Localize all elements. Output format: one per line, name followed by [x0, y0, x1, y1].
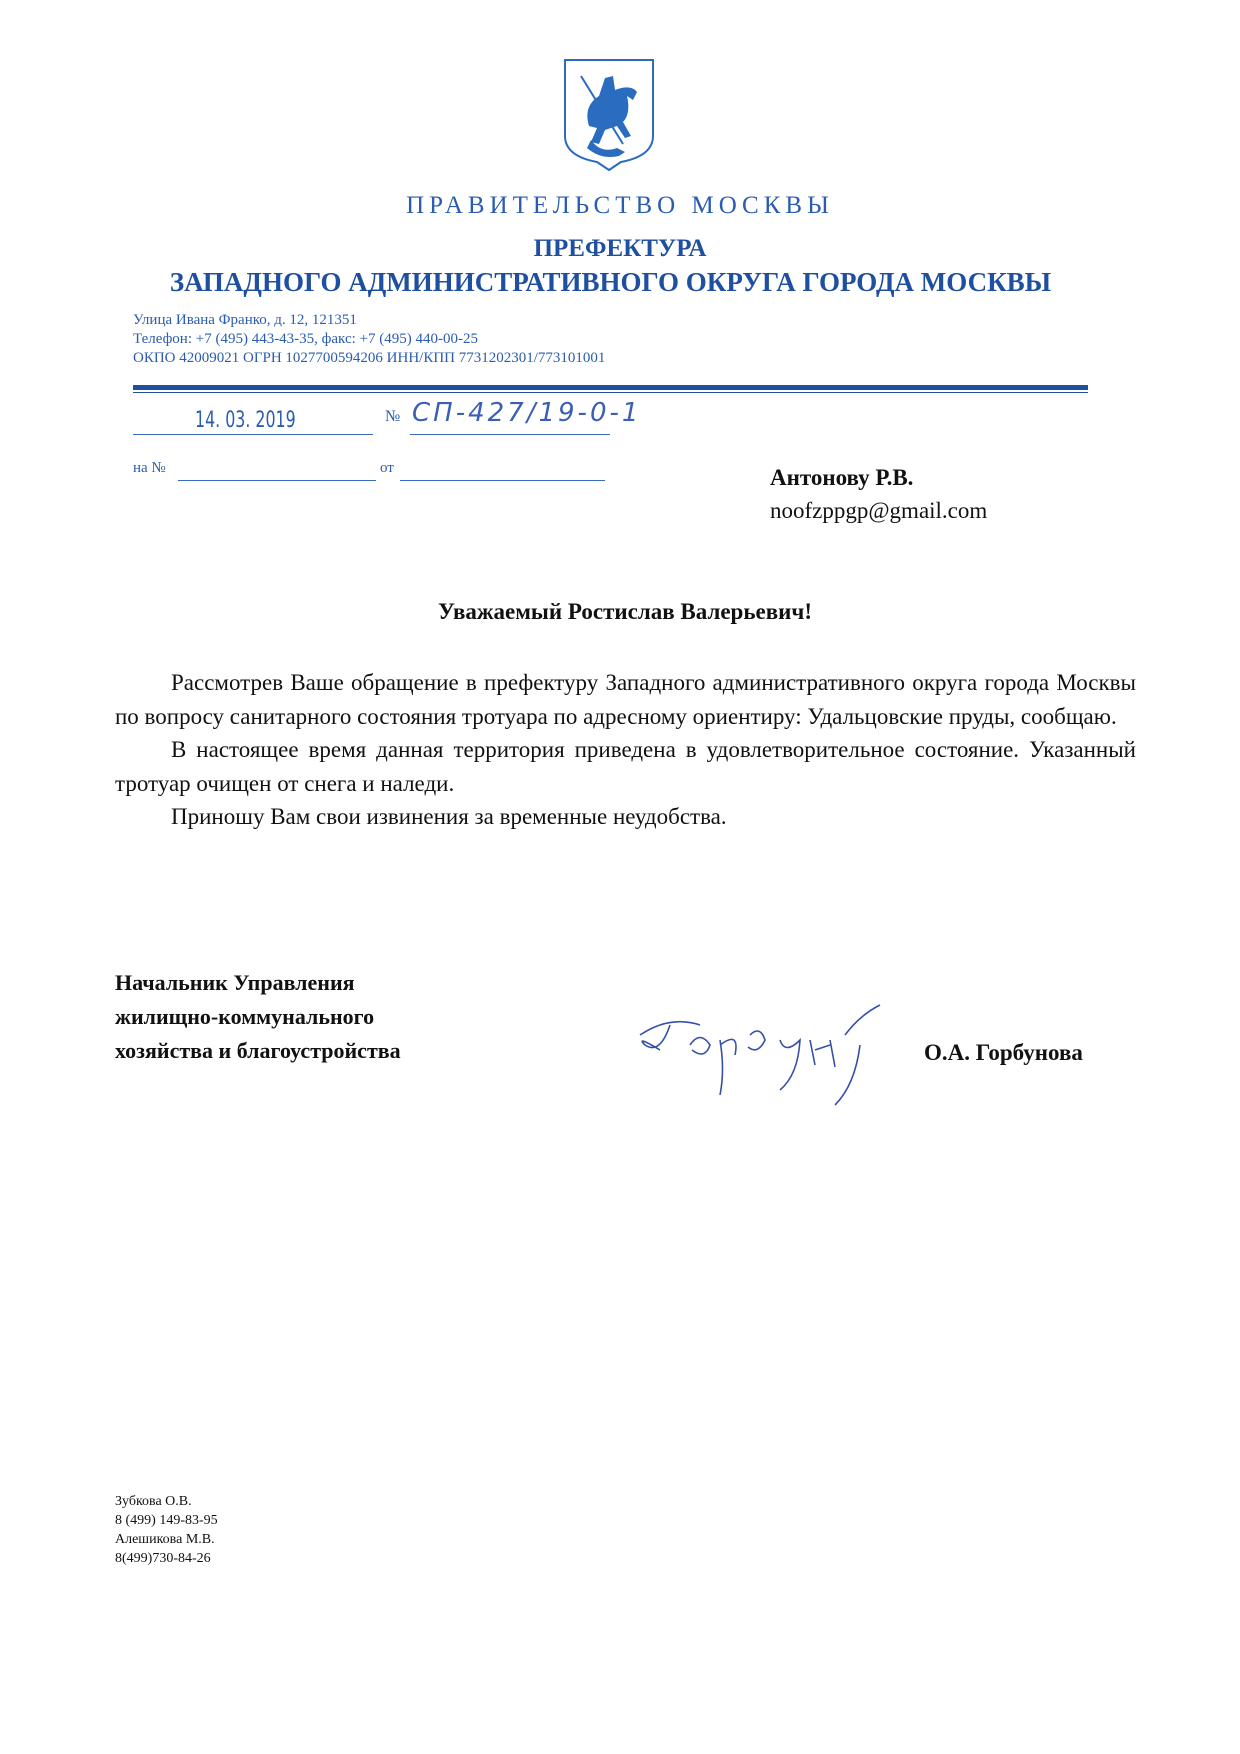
signatory-title-line: хозяйства и благоустройства [115, 1038, 401, 1063]
letter-date: 14. 03. 2019 [195, 408, 296, 433]
contact-phone: 8 (499) 149-83-95 [115, 1513, 218, 1528]
prefecture-title: ПРЕФЕКТУРА [533, 235, 707, 262]
ref-date-underline [400, 480, 605, 481]
recipient-email: noofzppgp@gmail.com [770, 498, 988, 523]
handwritten-signature [630, 995, 890, 1115]
salutation: Уважаемый Ростислав Валерьевич! [437, 599, 813, 624]
org-address: Улица Ивана Франко, д. 12, 121351 [133, 312, 357, 328]
ref-number-label: на № [133, 460, 166, 476]
moscow-coat-of-arms-emblem [561, 56, 657, 172]
contact-phone: 8(499)730-84-26 [115, 1551, 211, 1566]
date-underline [133, 434, 373, 435]
government-title: ПРАВИТЕЛЬСТВО МОСКВЫ [406, 192, 834, 219]
recipient-name: Антонову Р.В. [770, 465, 914, 490]
header-divider-thin [133, 392, 1088, 393]
letter-body [115, 666, 1136, 834]
signatory-title-line: жилищно-коммунального [115, 1004, 375, 1029]
header-divider [133, 385, 1088, 390]
signatory-name: О.А. Горбунова [924, 1040, 1083, 1065]
district-title: ЗАПАДНОГО АДМИНИСТРАТИВНОГО ОКРУГА ГОРОДА МОСКВЫ [169, 267, 1052, 297]
ref-number-underline [178, 480, 376, 481]
org-phone: Телефон: +7 (495) 443-43-35, факс: +7 (495) 440-00-25 [133, 331, 478, 347]
contact-name: Зубкова О.В. [115, 1494, 192, 1509]
body-paragraph: Приношу Вам свои извинения за временные неудобства. [171, 804, 727, 829]
letter-number: СП-427/19-0-1 [412, 398, 642, 428]
signatory-title-line: Начальник Управления [115, 970, 355, 995]
ref-date-label: от [380, 460, 394, 476]
number-label: № [385, 408, 401, 425]
contact-name: Алешикова М.В. [115, 1532, 215, 1547]
org-codes: ОКПО 42009021 ОГРН 1027700594206 ИНН/КПП 7731202301/773101001 [133, 350, 606, 366]
body-paragraph: В настоящее время данная территория приведена в удовлетворительное состояние. Указанный тротуар очищен от снега и наледи. [115, 737, 1136, 796]
number-underline [410, 434, 610, 435]
body-paragraph: Рассмотрев Ваше обращение в префектуру Западного административного округа города Москвы по вопросу санитарного состояния тротуара по адресному ориентиру: Удальцовские пруды, сообщаю. [115, 670, 1136, 729]
